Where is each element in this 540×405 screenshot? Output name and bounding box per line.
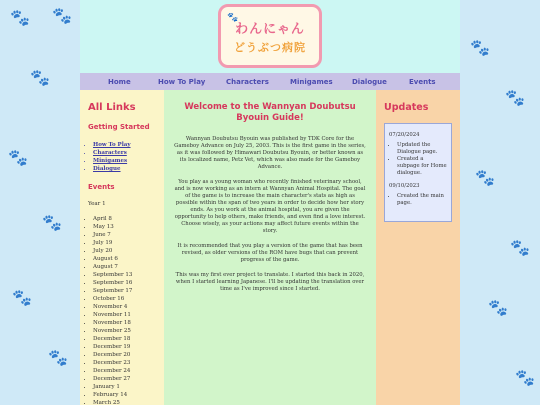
event-item[interactable]: • November 11	[93, 311, 156, 319]
event-item[interactable]: • January 1	[93, 383, 156, 391]
nav-dialogue[interactable]: Dialogue	[352, 77, 387, 86]
gameplay-paragraph: You play as a young woman who recently finished veterinary school, and is now working as an intern at Wannyan Animal Hospital. The goal of the game is to increase the main character's stats as high as possible within the span of two years in order to decide how her story ends. As you work at the animal hospital, you are given the opportunity to help others, make friends, and even find a love interest. Choose wisely, as your actions may affect future events within the story.	[174, 179, 366, 234]
updates-sidebar	[376, 90, 460, 405]
paw-icon: 🐾	[52, 6, 72, 25]
event-item[interactable]: • July 20	[93, 247, 156, 255]
paw-icon: 🐾	[12, 288, 32, 307]
paw-icon: 🐾	[8, 148, 28, 167]
sidebar-link-minigames[interactable]: • Minigames	[93, 157, 156, 165]
event-item[interactable]: • November 18	[93, 319, 156, 327]
paw-icon: 🐾	[48, 348, 68, 367]
page-title: Welcome to the Wannyan Doubutsu Byouin Guide!	[184, 102, 356, 123]
getting-started-heading: Getting Started	[88, 123, 150, 131]
paw-icon: 🐾	[488, 298, 508, 317]
events-list	[88, 215, 156, 405]
update-item: • Updated the Dialogue page.	[397, 142, 447, 156]
logo-line-1: わんにゃん	[235, 21, 305, 37]
event-item[interactable]: • December 20	[93, 351, 156, 359]
event-item[interactable]: • March 25	[93, 399, 156, 405]
event-item[interactable]: • December 19	[93, 343, 156, 351]
year-label: Year 1	[88, 201, 106, 207]
event-item[interactable]: • December 27	[93, 375, 156, 383]
event-item[interactable]: • October 16	[93, 295, 156, 303]
event-item[interactable]: • August 7	[93, 263, 156, 271]
update-item: • Created the main page.	[397, 193, 447, 207]
main-content	[164, 90, 376, 405]
nav-how-to-play[interactable]: How To Play	[158, 77, 206, 86]
update-item: • Created a subpage for Home dialogue.	[397, 156, 447, 177]
update-date: 07/20/2024	[389, 132, 420, 138]
event-item[interactable]: • February 14	[93, 391, 156, 399]
event-item[interactable]: • November 25	[93, 327, 156, 335]
update-list	[389, 142, 447, 177]
paw-icon: 🐾	[505, 88, 525, 107]
event-item[interactable]: • June 7	[93, 231, 156, 239]
event-item[interactable]: • August 6	[93, 255, 156, 263]
site-logo[interactable]	[218, 4, 322, 68]
event-item[interactable]: • April 8	[93, 215, 156, 223]
page-frame	[80, 0, 460, 405]
intro-paragraph: Wannyan Doubutsu Byouin was published by TDK Core for the Gameboy Advance on July 25, 2003. This is the first game in the series, as it was followed by Himawari Doubutsu Byouin, or better known as its localized name, Petz Vet, which was also made for the Gameboy Advance.	[174, 136, 366, 170]
paw-icon: 🐾	[515, 368, 535, 387]
logo-line-2: どうぶつ病院	[234, 40, 306, 54]
event-item[interactable]: • May 13	[93, 223, 156, 231]
event-item[interactable]: • September 13	[93, 271, 156, 279]
paw-icon: 🐾	[10, 8, 30, 27]
updates-title: Updates	[384, 102, 429, 113]
version-paragraph: It is recommended that you play a version of the game that has been revised, as older versions of the ROM have bugs that can prevent progress of the game.	[177, 243, 363, 263]
top-nav	[80, 73, 460, 90]
left-sidebar	[80, 90, 164, 405]
nav-characters[interactable]: Characters	[226, 77, 269, 86]
event-item[interactable]: • December 24	[93, 367, 156, 375]
nav-minigames[interactable]: Minigames	[290, 77, 333, 86]
event-item[interactable]: • November 4	[93, 303, 156, 311]
paw-icon: 🐾	[227, 13, 239, 23]
paw-icon: 🐾	[510, 238, 530, 257]
event-item[interactable]: • September 16	[93, 279, 156, 287]
events-heading: Events	[88, 183, 115, 191]
update-list	[389, 193, 447, 207]
update-date: 09/10/2023	[389, 183, 420, 189]
event-item[interactable]: • December 18	[93, 335, 156, 343]
nav-home[interactable]: Home	[108, 77, 131, 86]
sidebar-title: All Links	[88, 102, 136, 113]
paw-icon: 🐾	[42, 213, 62, 232]
updates-box	[384, 123, 452, 222]
sidebar-link-characters[interactable]: • Characters	[93, 149, 156, 157]
getting-started-list	[88, 141, 156, 173]
event-item[interactable]: • December 23	[93, 359, 156, 367]
translation-paragraph: This was my first ever project to translate. I started this back in 2020, when I started learning Japanese. I'll be updating the translation over time as I've improved since I started.	[175, 272, 365, 292]
paw-icon: 🐾	[475, 168, 495, 187]
paw-icon: 🐾	[30, 68, 50, 87]
header	[80, 0, 460, 73]
event-item[interactable]: • September 17	[93, 287, 156, 295]
event-item[interactable]: • July 19	[93, 239, 156, 247]
nav-events[interactable]: Events	[409, 77, 436, 86]
sidebar-link-how-to-play[interactable]: • How To Play	[93, 141, 156, 149]
sidebar-link-dialogue[interactable]: • Dialogue	[93, 165, 156, 173]
paw-icon: 🐾	[470, 38, 490, 57]
